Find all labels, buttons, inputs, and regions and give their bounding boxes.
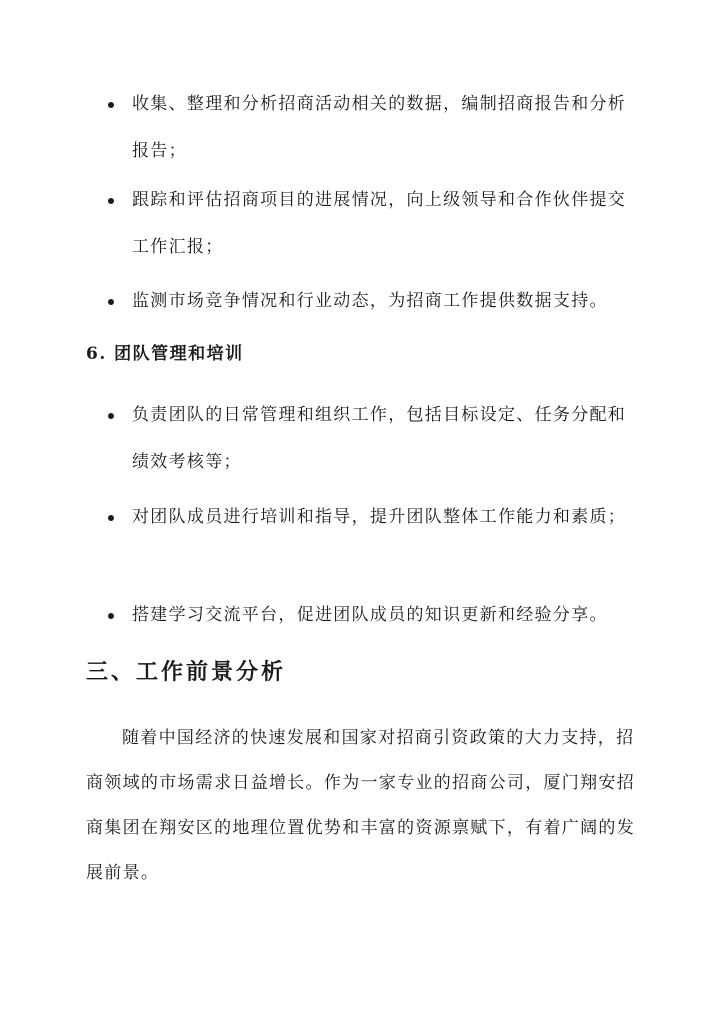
section-heading: 三、工作前景分析 xyxy=(86,659,287,685)
list-item-text: 搭建学习交流平台，促进团队成员的知识更新和经验分享。 xyxy=(132,605,608,625)
bullet-icon xyxy=(108,515,114,521)
bullet-icon xyxy=(108,299,114,305)
list-item-text: 对团队成员进行培训和指导，提升团队整体工作能力和素质； xyxy=(132,507,627,527)
bullet-icon xyxy=(108,413,114,419)
subheading: 6. 团队管理和培训 xyxy=(86,344,244,364)
bullet-icon xyxy=(108,102,114,108)
list-item-text: 负责团队的日常管理和组织工作，包括目标设定、任务分配和绩效考核等； xyxy=(132,405,627,472)
list-item-text: 跟踪和评估招商项目的进展情况，向上级领导和合作伙伴提交工作汇报； xyxy=(132,190,627,257)
bullet-icon xyxy=(108,198,114,204)
list-item-text: 收集、整理和分析招商活动相关的数据，编制招商报告和分析报告； xyxy=(132,94,627,161)
list-item-text: 监测市场竞争情况和行业动态，为招商工作提供数据支持。 xyxy=(132,291,608,311)
body-paragraph: 随着中国经济的快速发展和国家对招商引资政策的大力支持，招商领域的市场需求日益增长。作为一家专业的招商公司，厦门翔安招商集团在翔安区的地理位置优势和丰富的资源禀赋下，有着广阔的发展前景。 xyxy=(86,728,635,883)
bullet-icon xyxy=(108,613,114,619)
